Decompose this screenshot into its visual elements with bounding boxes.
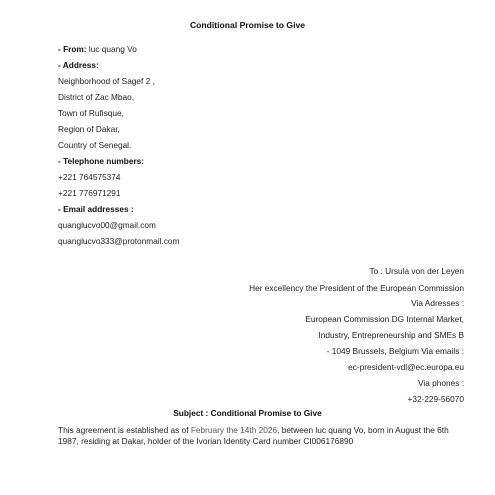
recipient-address-line-1: European Commission DG Internal Market, <box>305 314 464 324</box>
recipient-to: To : Ursula von der Leyen <box>369 266 464 276</box>
recipient-address-line-3: - 1049 Brussels, Belgium Via emails : <box>326 346 464 356</box>
address-label: - Address: <box>58 60 99 70</box>
recipient-address-line-2: Industry, Entrepreneurship and SMEs B <box>318 330 464 340</box>
address-line-5: Country of Senegal. <box>58 140 132 150</box>
email-address-2: quanglucvo333@protonmail.com <box>58 236 180 246</box>
paragraph-part-1: This agreement is established as of <box>58 425 191 435</box>
subject-line: Subject : Conditional Promise to Give <box>173 408 322 418</box>
recipient-title: Her excellency the President of the European Commission <box>249 283 464 293</box>
address-line-3: Town of Rufisque, <box>58 108 124 118</box>
from-label: - From: <box>58 44 87 54</box>
agreement-paragraph <box>58 425 468 447</box>
address-line-1: Neighborhood of Sagef 2 , <box>58 76 155 86</box>
recipient-via-phones: Via phones : <box>418 378 464 388</box>
from-line <box>58 44 137 54</box>
from-value: luc quang Vo <box>88 44 137 54</box>
document-title: Conditional Promise to Give <box>189 20 306 30</box>
recipient-email: ec-president-vdl@ec.europa.eu <box>348 362 464 372</box>
phone-label: - Telephone numbers: <box>58 156 145 166</box>
agreement-date: February the 14th 2026 <box>190 425 278 435</box>
recipient-phone: +32-229-56070 <box>407 394 464 404</box>
recipient-via-addresses: Via Adresses : <box>411 298 464 308</box>
paragraph-part-2: , between luc quang Vo, born in August the 6th 1987, residing at Dakar, holder of the Ivorian Identity Card number CI006176890 <box>58 425 449 446</box>
phone-number-2: +221 776971291 <box>58 188 121 198</box>
address-line-4: Region of Dakar, <box>58 124 120 134</box>
address-line-2: District of Zac Mbao, <box>58 92 135 102</box>
phone-number-1: +221 764575374 <box>58 172 121 182</box>
email-label: - Email addresses : <box>58 204 134 214</box>
email-address-1: quanglucvo00@gmail.com <box>58 220 156 230</box>
